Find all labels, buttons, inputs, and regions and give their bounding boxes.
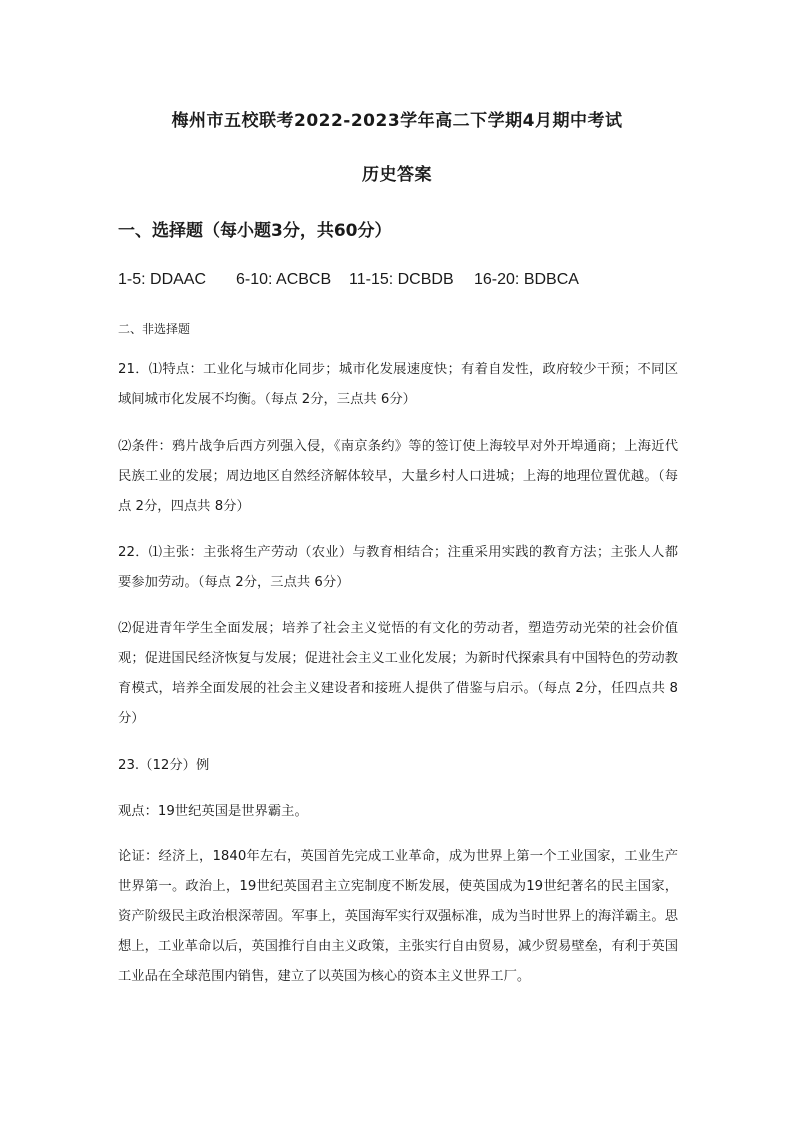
document-subtitle: 历史答案	[362, 165, 432, 185]
document-title: 梅州市五校联考2022-2023学年高二下学期4月期中考试	[171, 111, 623, 131]
question-23-argument: 论证：经济上，1840年左右，英国首先完成工业革命，成为世界上第一个工业国家，工业生产世界第一。政治上，19世纪英国君主立宪制度不断发展，使英国成为19世纪著名的民主国家，资产阶级民主政治根深蒂固。军事上，英国海军实行双强标准，成为当时世界上的海洋霸主。思想上，工业革命以后，英国推行自由主义政策，主张实行自由贸易，减少贸易壁垒，有利于英国工业品在全球范围内销售，建立了以英国为核心的资本主义世界工厂。	[118, 849, 678, 984]
question-21-part-2: ⑵条件：鸦片战争后西方列强入侵，《南京条约》等的签订使上海较早对外开埠通商；上海近代民族工业的发展；周边地区自然经济解体较早，大量乡村人口进城；上海的地理位置优越。（每点 2分，四点共 8分）	[118, 439, 678, 514]
answer-group-16-20: 16-20: BDBCA	[474, 271, 579, 288]
question-22-part-1: 22．⑴主张：主张将生产劳动（农业）与教育相结合；注重采用实践的教育方法；主张人人都要参加劳动。（每点 2分，三点共 6分）	[118, 545, 678, 590]
question-23-viewpoint: 观点：19世纪英国是世界霸主。	[118, 804, 308, 819]
answer-group-6-10: 6-10: ACBCB	[236, 271, 332, 288]
answer-group-1-5: 1-5: DDAAC	[118, 271, 207, 288]
multiple-choice-answers	[118, 271, 579, 289]
section-multiple-choice-heading: 一、选择题（每小题3分，共60分）	[118, 221, 392, 241]
question-23-heading: 23.（12分）例	[118, 758, 210, 773]
section-non-choice-heading: 二、非选择题	[118, 322, 191, 336]
answer-group-11-15: 11-15: DCBDB	[349, 271, 454, 288]
question-21-part-1: 21．⑴特点：工业化与城市化同步；城市化发展速度快；有着自发性，政府较少干预；不同区域间城市化发展不均衡。（每点 2分，三点共 6分）	[118, 362, 678, 407]
question-22-part-2: ⑵促进青年学生全面发展；培养了社会主义觉悟的有文化的劳动者，塑造劳动光荣的社会价值观；促进国民经济恢复与发展；促进社会主义工业化发展；为新时代探索具有中国特色的劳动教育模式，培养全面发展的社会主义建设者和接班人提供了借鉴与启示。（每点 2分，任四点共 8分）	[118, 621, 678, 726]
